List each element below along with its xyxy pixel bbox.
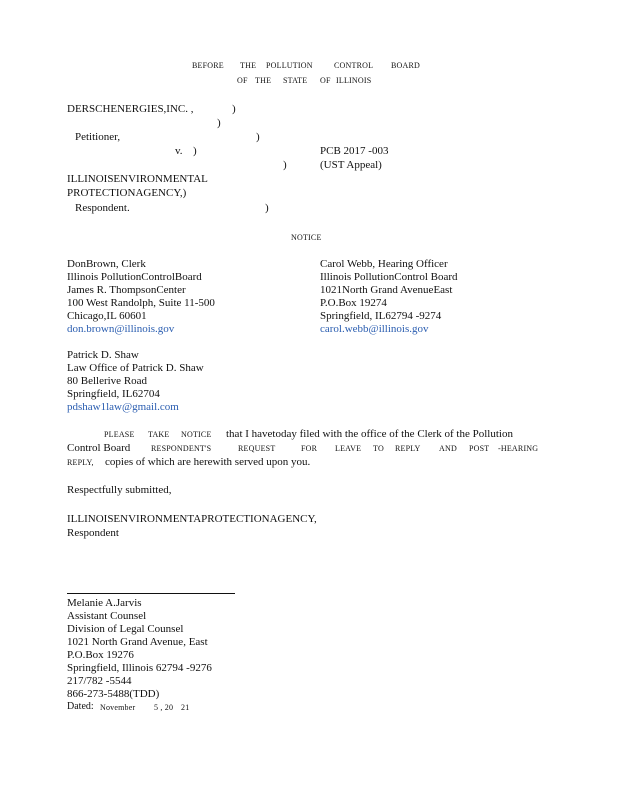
- header-word: BEFORE: [192, 61, 224, 70]
- caption-paren: ): [265, 202, 269, 214]
- signature-line-text: Division of Legal Counsel: [67, 623, 184, 635]
- petitioner-name: DERSCHENERGIES,INC. ,: [67, 103, 194, 115]
- signature-line-text: 1021 North Grand Avenue, East: [67, 636, 208, 648]
- signature-line-text: 866-273-5488(TDD): [67, 688, 160, 700]
- signature-block: [67, 597, 212, 701]
- body-word: RESPONDENT'S: [151, 444, 212, 453]
- header-word: STATE: [283, 76, 308, 85]
- dated-label: Dated:: [67, 701, 94, 712]
- dated-year: 21: [181, 703, 190, 712]
- address-line: Law Office of Patrick D. Shaw: [67, 362, 204, 374]
- email-link[interactable]: pdshaw1law@gmail.com: [67, 401, 179, 413]
- case-number: PCB 2017 -003: [320, 145, 389, 157]
- address-line: Patrick D. Shaw: [67, 349, 139, 361]
- signature-line: [67, 593, 235, 594]
- body-word: TO: [373, 444, 384, 453]
- signature-line-text: Melanie A.Jarvis: [67, 597, 142, 609]
- signature-line-text: Assistant Counsel: [67, 610, 147, 622]
- caption-paren: ): [256, 131, 260, 143]
- address-line: Springfield, IL62794 -9274: [320, 310, 442, 322]
- case-type: (UST Appeal): [320, 159, 382, 171]
- dated-month: November: [100, 703, 136, 712]
- body-text: copies of which are herewith served upon you.: [105, 456, 311, 468]
- body-word: PLEASE: [104, 430, 135, 439]
- email-link[interactable]: don.brown@illinois.gov: [67, 323, 175, 335]
- address-line: Springfield, IL62704: [67, 388, 160, 400]
- body-word: REQUEST: [238, 444, 276, 453]
- header-word: CONTROL: [334, 61, 374, 70]
- address-line: Illinois PollutionControl Board: [320, 271, 458, 283]
- versus: v.: [175, 145, 183, 157]
- header-word: OF: [320, 76, 331, 85]
- closing-agency: ILLINOISENVIRONMENTAPROTECTIONAGENCY,: [67, 513, 317, 525]
- caption-paren: ): [217, 117, 221, 129]
- header-word: THE: [255, 76, 272, 85]
- body-word: REPLY,: [67, 458, 94, 467]
- caption-paren: ): [232, 103, 236, 115]
- body-word: POST: [469, 444, 490, 453]
- header-word: POLLUTION: [266, 61, 313, 70]
- body-text: Control Board: [67, 442, 131, 454]
- signature-line-text: Springfield, Illinois 62794 -9276: [67, 662, 212, 674]
- body-word: AND: [439, 444, 457, 453]
- signature-line-text: P.O.Box 19276: [67, 649, 134, 661]
- body-word: -HEARING: [498, 444, 539, 453]
- address-line: 1021North Grand AvenueEast: [320, 284, 453, 296]
- header-word: BOARD: [391, 61, 421, 70]
- dated-day: 5 , 20: [154, 703, 174, 712]
- caption-paren: ): [193, 145, 197, 157]
- recipient-third: [67, 349, 204, 414]
- address-line: 80 Bellerive Road: [67, 375, 148, 387]
- address-line: Illinois PollutionControlBoard: [67, 271, 202, 283]
- body-word: REPLY: [395, 444, 421, 453]
- address-line: Carol Webb, Hearing Officer: [320, 258, 448, 270]
- email-link[interactable]: carol.webb@illinois.gov: [320, 323, 429, 335]
- caption-paren: ): [283, 159, 287, 171]
- closing-respectfully: Respectfully submitted,: [67, 484, 172, 496]
- body-word: FOR: [301, 444, 318, 453]
- signature-line-text: 217/782 -5544: [67, 675, 132, 687]
- notice-title: NOTICE: [291, 233, 322, 242]
- respondent-name: ILLINOISENVIRONMENTAL: [67, 173, 208, 185]
- address-line: DonBrown, Clerk: [67, 258, 146, 270]
- header-word: ILLINOIS: [336, 76, 372, 85]
- address-line: P.O.Box 19274: [320, 297, 387, 309]
- address-line: James R. ThompsonCenter: [67, 284, 186, 296]
- body-word: LEAVE: [335, 444, 362, 453]
- respondent-label: Respondent.: [75, 202, 130, 214]
- closing-role: Respondent: [67, 527, 119, 539]
- address-line: 100 West Randolph, Suite 11-500: [67, 297, 215, 309]
- respondent-name: PROTECTIONAGENCY,): [67, 187, 187, 199]
- body-word: TAKE: [148, 430, 170, 439]
- recipient-right: [320, 258, 458, 336]
- body-word: NOTICE: [181, 430, 212, 439]
- header-word: THE: [240, 61, 257, 70]
- body-text: that I havetoday filed with the office of the Clerk of the Pollution: [226, 428, 513, 440]
- address-line: Chicago,IL 60601: [67, 310, 147, 322]
- recipient-left: [67, 258, 215, 336]
- petitioner-label: Petitioner,: [75, 131, 121, 143]
- header-word: OF: [237, 76, 248, 85]
